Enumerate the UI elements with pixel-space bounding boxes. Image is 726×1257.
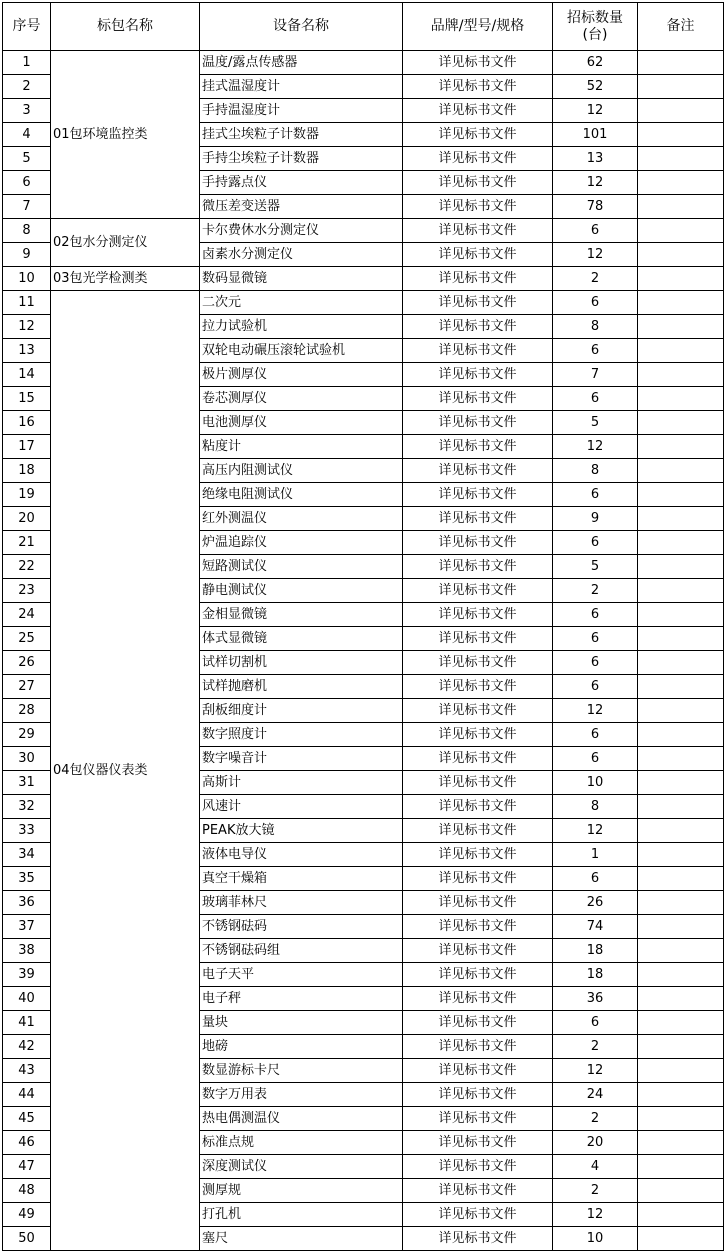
- device-name: 风速计: [200, 795, 403, 819]
- device-name: 极片测厚仪: [200, 363, 403, 387]
- remark: [638, 1131, 724, 1155]
- header-qty: [553, 3, 638, 51]
- row-seq: 26: [3, 651, 51, 675]
- tender-quantity: 74: [553, 915, 638, 939]
- tender-quantity: 2: [553, 579, 638, 603]
- tender-quantity: 6: [553, 483, 638, 507]
- tender-quantity: 6: [553, 219, 638, 243]
- device-name: 热电偶测温仪: [200, 1107, 403, 1131]
- brand-spec: 详见标书文件: [403, 723, 553, 747]
- tender-quantity: 12: [553, 819, 638, 843]
- device-name: 液体电导仪: [200, 843, 403, 867]
- device-name: 温度/露点传感器: [200, 51, 403, 75]
- row-seq: 33: [3, 819, 51, 843]
- device-name: 塞尺: [200, 1227, 403, 1251]
- tender-quantity: 6: [553, 627, 638, 651]
- brand-spec: 详见标书文件: [403, 891, 553, 915]
- device-name: 数码显微镜: [200, 267, 403, 291]
- row-seq: 48: [3, 1179, 51, 1203]
- tender-quantity: 6: [553, 651, 638, 675]
- brand-spec: 详见标书文件: [403, 363, 553, 387]
- brand-spec: 详见标书文件: [403, 987, 553, 1011]
- brand-spec: 详见标书文件: [403, 267, 553, 291]
- remark: [638, 459, 724, 483]
- device-name: 不锈钢砝码组: [200, 939, 403, 963]
- device-name: 粘度计: [200, 435, 403, 459]
- tender-quantity: 8: [553, 795, 638, 819]
- tender-quantity: 2: [553, 267, 638, 291]
- brand-spec: 详见标书文件: [403, 1107, 553, 1131]
- tender-quantity: 1: [553, 843, 638, 867]
- device-name: 刮板细度计: [200, 699, 403, 723]
- remark: [638, 171, 724, 195]
- header-seq: 序号: [3, 3, 51, 51]
- tender-quantity: 6: [553, 747, 638, 771]
- tender-quantity: 6: [553, 1011, 638, 1035]
- tender-quantity: 6: [553, 603, 638, 627]
- device-name: 测厚规: [200, 1179, 403, 1203]
- remark: [638, 819, 724, 843]
- tender-quantity: 12: [553, 99, 638, 123]
- row-seq: 13: [3, 339, 51, 363]
- device-name: 数显游标卡尺: [200, 1059, 403, 1083]
- tender-quantity: 6: [553, 291, 638, 315]
- row-seq: 34: [3, 843, 51, 867]
- tender-quantity: 6: [553, 867, 638, 891]
- device-name: 电子秤: [200, 987, 403, 1011]
- package-name: 04包仪器仪表类: [51, 291, 200, 1251]
- row-seq: 46: [3, 1131, 51, 1155]
- brand-spec: 详见标书文件: [403, 651, 553, 675]
- brand-spec: 详见标书文件: [403, 483, 553, 507]
- header-note: 备注: [638, 3, 724, 51]
- tender-quantity: 12: [553, 243, 638, 267]
- row-seq: 4: [3, 123, 51, 147]
- remark: [638, 147, 724, 171]
- row-seq: 11: [3, 291, 51, 315]
- tender-quantity: 2: [553, 1179, 638, 1203]
- table-row: [3, 51, 724, 75]
- brand-spec: 详见标书文件: [403, 819, 553, 843]
- device-name: 拉力试验机: [200, 315, 403, 339]
- brand-spec: 详见标书文件: [403, 963, 553, 987]
- brand-spec: 详见标书文件: [403, 1155, 553, 1179]
- brand-spec: 详见标书文件: [403, 195, 553, 219]
- remark: [638, 483, 724, 507]
- brand-spec: 详见标书文件: [403, 435, 553, 459]
- brand-spec: 详见标书文件: [403, 675, 553, 699]
- tender-quantity: 6: [553, 675, 638, 699]
- brand-spec: 详见标书文件: [403, 99, 553, 123]
- tender-quantity: 12: [553, 171, 638, 195]
- brand-spec: 详见标书文件: [403, 531, 553, 555]
- row-seq: 17: [3, 435, 51, 459]
- row-seq: 28: [3, 699, 51, 723]
- tender-quantity: 10: [553, 771, 638, 795]
- brand-spec: 详见标书文件: [403, 51, 553, 75]
- device-name: 玻璃菲林尺: [200, 891, 403, 915]
- device-name: 数字照度计: [200, 723, 403, 747]
- device-name: 电池测厚仪: [200, 411, 403, 435]
- device-name: 数字万用表: [200, 1083, 403, 1107]
- brand-spec: 详见标书文件: [403, 459, 553, 483]
- remark: [638, 1011, 724, 1035]
- device-name: 静电测试仪: [200, 579, 403, 603]
- device-name: 双轮电动碾压滚轮试验机: [200, 339, 403, 363]
- device-name: 手持露点仪: [200, 171, 403, 195]
- remark: [638, 1035, 724, 1059]
- device-name: 电子天平: [200, 963, 403, 987]
- remark: [638, 651, 724, 675]
- remark: [638, 1227, 724, 1251]
- brand-spec: 详见标书文件: [403, 411, 553, 435]
- brand-spec: 详见标书文件: [403, 243, 553, 267]
- row-seq: 50: [3, 1227, 51, 1251]
- remark: [638, 123, 724, 147]
- row-seq: 6: [3, 171, 51, 195]
- remark: [638, 387, 724, 411]
- device-name: 金相显微镜: [200, 603, 403, 627]
- remark: [638, 267, 724, 291]
- row-seq: 42: [3, 1035, 51, 1059]
- remark: [638, 507, 724, 531]
- row-seq: 47: [3, 1155, 51, 1179]
- remark: [638, 891, 724, 915]
- tender-quantity: 101: [553, 123, 638, 147]
- table-row: [3, 219, 724, 243]
- remark: [638, 75, 724, 99]
- device-name: 打孔机: [200, 1203, 403, 1227]
- tender-quantity: 12: [553, 1203, 638, 1227]
- table-row: [3, 267, 724, 291]
- remark: [638, 579, 724, 603]
- brand-spec: 详见标书文件: [403, 699, 553, 723]
- row-seq: 21: [3, 531, 51, 555]
- device-name: 挂式温湿度计: [200, 75, 403, 99]
- row-seq: 49: [3, 1203, 51, 1227]
- row-seq: 39: [3, 963, 51, 987]
- brand-spec: 详见标书文件: [403, 291, 553, 315]
- row-seq: 22: [3, 555, 51, 579]
- device-name: 量块: [200, 1011, 403, 1035]
- device-name: 地磅: [200, 1035, 403, 1059]
- row-seq: 8: [3, 219, 51, 243]
- tender-quantity: 52: [553, 75, 638, 99]
- header-row: [3, 3, 724, 51]
- tender-quantity: 5: [553, 555, 638, 579]
- brand-spec: 详见标书文件: [403, 1203, 553, 1227]
- row-seq: 16: [3, 411, 51, 435]
- device-name: 深度测试仪: [200, 1155, 403, 1179]
- row-seq: 9: [3, 243, 51, 267]
- row-seq: 27: [3, 675, 51, 699]
- tender-quantity: 8: [553, 459, 638, 483]
- row-seq: 7: [3, 195, 51, 219]
- device-name: 二次元: [200, 291, 403, 315]
- device-name: 真空干燥箱: [200, 867, 403, 891]
- remark: [638, 627, 724, 651]
- tender-quantity: 12: [553, 1059, 638, 1083]
- header-package: 标包名称: [51, 3, 200, 51]
- brand-spec: 详见标书文件: [403, 507, 553, 531]
- device-name: 试样切割机: [200, 651, 403, 675]
- tender-quantity: 6: [553, 531, 638, 555]
- table-row: [3, 291, 724, 315]
- row-seq: 35: [3, 867, 51, 891]
- remark: [638, 867, 724, 891]
- brand-spec: 详见标书文件: [403, 1035, 553, 1059]
- brand-spec: 详见标书文件: [403, 1227, 553, 1251]
- device-name: 手持温湿度计: [200, 99, 403, 123]
- package-name: 01包环境监控类: [51, 51, 200, 219]
- remark: [638, 315, 724, 339]
- remark: [638, 195, 724, 219]
- remark: [638, 1083, 724, 1107]
- package-name: 03包光学检测类: [51, 267, 200, 291]
- tender-quantity: 36: [553, 987, 638, 1011]
- brand-spec: 详见标书文件: [403, 603, 553, 627]
- tender-quantity: 7: [553, 363, 638, 387]
- remark: [638, 411, 724, 435]
- remark: [638, 1179, 724, 1203]
- equipment-table: [2, 2, 724, 1251]
- tender-quantity: 5: [553, 411, 638, 435]
- brand-spec: 详见标书文件: [403, 843, 553, 867]
- remark: [638, 243, 724, 267]
- brand-spec: 详见标书文件: [403, 771, 553, 795]
- remark: [638, 1203, 724, 1227]
- remark: [638, 1107, 724, 1131]
- remark: [638, 99, 724, 123]
- row-seq: 24: [3, 603, 51, 627]
- brand-spec: 详见标书文件: [403, 1179, 553, 1203]
- device-name: 短路测试仪: [200, 555, 403, 579]
- remark: [638, 795, 724, 819]
- device-name: 绝缘电阻测试仪: [200, 483, 403, 507]
- remark: [638, 291, 724, 315]
- remark: [638, 219, 724, 243]
- row-seq: 3: [3, 99, 51, 123]
- tender-quantity: 20: [553, 1131, 638, 1155]
- row-seq: 44: [3, 1083, 51, 1107]
- device-name: 手持尘埃粒子计数器: [200, 147, 403, 171]
- brand-spec: 详见标书文件: [403, 1083, 553, 1107]
- row-seq: 2: [3, 75, 51, 99]
- brand-spec: 详见标书文件: [403, 579, 553, 603]
- tender-quantity: 4: [553, 1155, 638, 1179]
- row-seq: 30: [3, 747, 51, 771]
- tender-quantity: 9: [553, 507, 638, 531]
- row-seq: 5: [3, 147, 51, 171]
- row-seq: 25: [3, 627, 51, 651]
- device-name: 红外测温仪: [200, 507, 403, 531]
- table-body: [3, 51, 724, 1251]
- row-seq: 41: [3, 1011, 51, 1035]
- remark: [638, 699, 724, 723]
- tender-quantity: 18: [553, 963, 638, 987]
- remark: [638, 723, 724, 747]
- device-name: 卤素水分测定仪: [200, 243, 403, 267]
- device-name: 试样抛磨机: [200, 675, 403, 699]
- row-seq: 45: [3, 1107, 51, 1131]
- tender-quantity: 6: [553, 339, 638, 363]
- row-seq: 19: [3, 483, 51, 507]
- header-qty-line2: (台): [582, 26, 608, 43]
- remark: [638, 963, 724, 987]
- row-seq: 36: [3, 891, 51, 915]
- remark: [638, 363, 724, 387]
- tender-quantity: 6: [553, 387, 638, 411]
- remark: [638, 747, 724, 771]
- remark: [638, 1155, 724, 1179]
- device-name: 高斯计: [200, 771, 403, 795]
- brand-spec: 详见标书文件: [403, 1059, 553, 1083]
- row-seq: 31: [3, 771, 51, 795]
- tender-quantity: 2: [553, 1035, 638, 1059]
- tender-quantity: 13: [553, 147, 638, 171]
- remark: [638, 603, 724, 627]
- row-seq: 29: [3, 723, 51, 747]
- remark: [638, 987, 724, 1011]
- brand-spec: 详见标书文件: [403, 867, 553, 891]
- brand-spec: 详见标书文件: [403, 939, 553, 963]
- table-header: [3, 3, 724, 51]
- brand-spec: 详见标书文件: [403, 387, 553, 411]
- device-name: 挂式尘埃粒子计数器: [200, 123, 403, 147]
- remark: [638, 675, 724, 699]
- tender-quantity: 6: [553, 723, 638, 747]
- remark: [638, 843, 724, 867]
- tender-quantity: 78: [553, 195, 638, 219]
- row-seq: 1: [3, 51, 51, 75]
- remark: [638, 51, 724, 75]
- header-brand: 品牌/型号/规格: [403, 3, 553, 51]
- device-name: 炉温追踪仪: [200, 531, 403, 555]
- row-seq: 40: [3, 987, 51, 1011]
- remark: [638, 339, 724, 363]
- remark: [638, 531, 724, 555]
- row-seq: 15: [3, 387, 51, 411]
- device-name: 卡尔费休水分测定仪: [200, 219, 403, 243]
- device-name: 卷芯测厚仪: [200, 387, 403, 411]
- header-qty-line1: 招标数量: [567, 9, 623, 26]
- device-name: 高压内阻测试仪: [200, 459, 403, 483]
- remark: [638, 435, 724, 459]
- row-seq: 43: [3, 1059, 51, 1083]
- row-seq: 20: [3, 507, 51, 531]
- row-seq: 12: [3, 315, 51, 339]
- brand-spec: 详见标书文件: [403, 1131, 553, 1155]
- brand-spec: 详见标书文件: [403, 123, 553, 147]
- header-device: 设备名称: [200, 3, 403, 51]
- remark: [638, 1059, 724, 1083]
- tender-quantity: 8: [553, 315, 638, 339]
- brand-spec: 详见标书文件: [403, 1011, 553, 1035]
- brand-spec: 详见标书文件: [403, 75, 553, 99]
- brand-spec: 详见标书文件: [403, 315, 553, 339]
- row-seq: 18: [3, 459, 51, 483]
- row-seq: 14: [3, 363, 51, 387]
- brand-spec: 详见标书文件: [403, 627, 553, 651]
- remark: [638, 939, 724, 963]
- tender-quantity: 12: [553, 699, 638, 723]
- device-name: 数字噪音计: [200, 747, 403, 771]
- remark: [638, 555, 724, 579]
- device-name: PEAK放大镜: [200, 819, 403, 843]
- row-seq: 10: [3, 267, 51, 291]
- brand-spec: 详见标书文件: [403, 915, 553, 939]
- remark: [638, 771, 724, 795]
- brand-spec: 详见标书文件: [403, 147, 553, 171]
- row-seq: 38: [3, 939, 51, 963]
- tender-quantity: 26: [553, 891, 638, 915]
- device-name: 标准点规: [200, 1131, 403, 1155]
- tender-quantity: 62: [553, 51, 638, 75]
- device-name: 微压差变送器: [200, 195, 403, 219]
- tender-quantity: 24: [553, 1083, 638, 1107]
- package-name: 02包水分测定仪: [51, 219, 200, 267]
- brand-spec: 详见标书文件: [403, 747, 553, 771]
- brand-spec: 详见标书文件: [403, 795, 553, 819]
- device-name: 不锈钢砝码: [200, 915, 403, 939]
- brand-spec: 详见标书文件: [403, 339, 553, 363]
- row-seq: 37: [3, 915, 51, 939]
- tender-quantity: 18: [553, 939, 638, 963]
- brand-spec: 详见标书文件: [403, 171, 553, 195]
- remark: [638, 915, 724, 939]
- row-seq: 32: [3, 795, 51, 819]
- brand-spec: 详见标书文件: [403, 555, 553, 579]
- device-name: 体式显微镜: [200, 627, 403, 651]
- tender-quantity: 2: [553, 1107, 638, 1131]
- row-seq: 23: [3, 579, 51, 603]
- tender-quantity: 12: [553, 435, 638, 459]
- tender-quantity: 10: [553, 1227, 638, 1251]
- brand-spec: 详见标书文件: [403, 219, 553, 243]
